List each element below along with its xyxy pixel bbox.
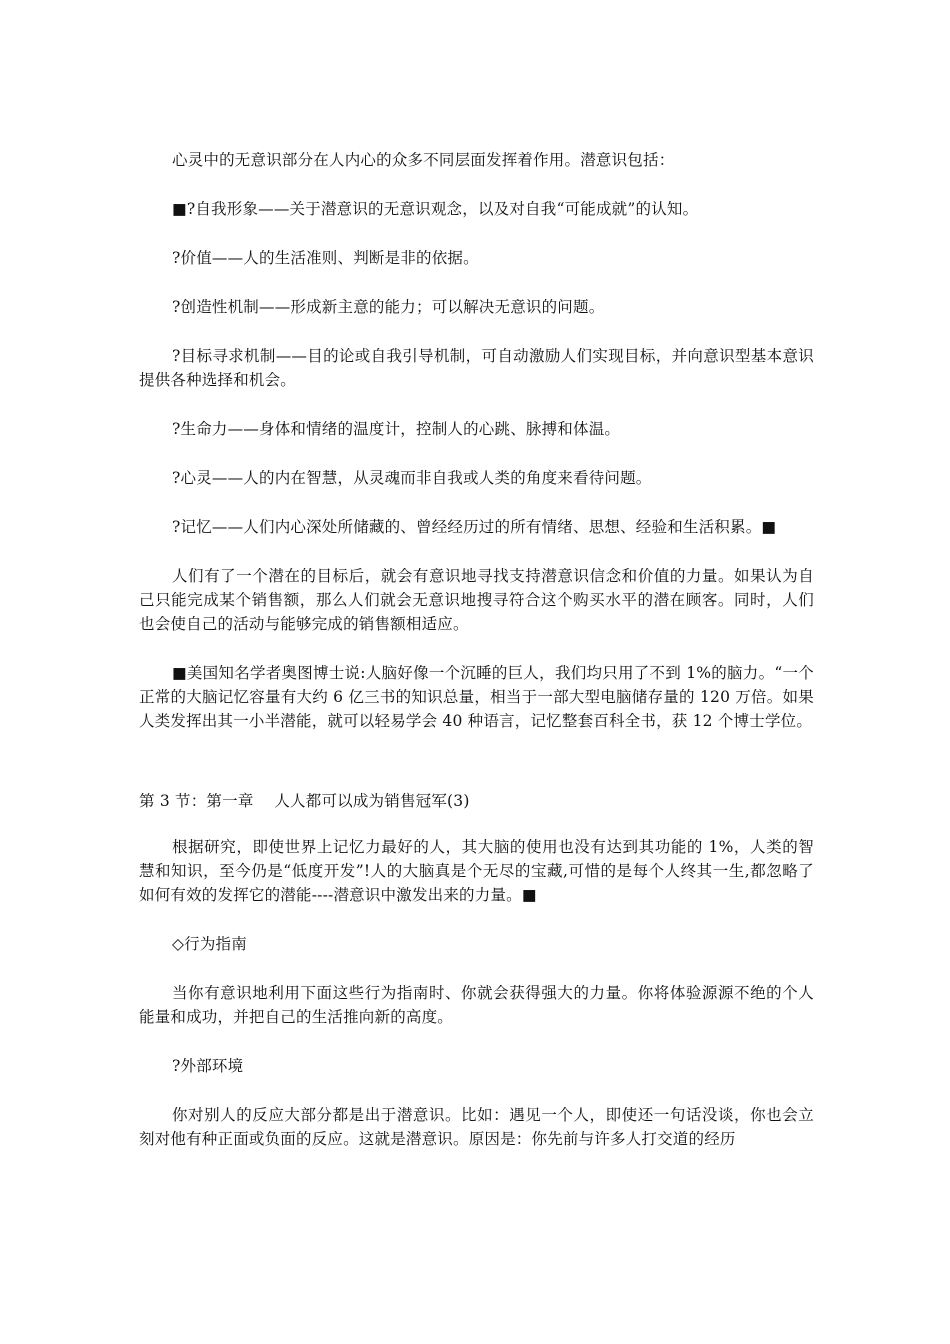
paragraph-reactions: 你对别人的反应大部分都是出于潜意识。比如：遇见一个人，即使还一句话没谈，你也会立刻对他有种正面或负面的反应。这就是潜意识。原因是：你先前与许多人打交道的经历 [139,1106,814,1148]
list-item-soul: ?心灵——人的内在智慧，从灵魂而非自我或人类的角度来看待问题。 [172,469,652,487]
subheading-behavior-guide: ◇行为指南 [172,935,247,953]
list-item-self-image: ■?自我形象——关于潜意识的无意识观念，以及对自我“可能成就”的认知。 [172,200,699,218]
list-item-goal-seeking: ?目标寻求机制——目的论或自我引导机制，可自动激励人们实现目标，并向意识型基本意识提供各种选择和机会。 [139,347,814,389]
list-item-values: ?价值——人的生活准则、判断是非的依据。 [172,249,479,267]
paragraph-brain-quote: ■美国知名学者奥图博士说:人脑好像一个沉睡的巨人，我们均只用了不到 1%的脑力。“一个正常的大脑记忆容量有大约 6 亿三书的知识总量，相当于一部大型电脑储存量的 120 万倍。如果人类发挥出其一小半潜能，就可以轻易学会 40 种语言，记忆整套百科全书，获 12 个博士学位。 [139,664,814,730]
paragraph-research: 根据研究，即使世界上记忆力最好的人，其大脑的使用也没有达到其功能的 1%，人类的智慧和知识，至今仍是“低度开发”!人的大脑真是个无尽的宝藏,可惜的是每个人终其一生,都忽略了如何有效的发挥它的潜能----潜意识中激发出来的力量。■ [139,838,814,904]
section-heading: 第 3 节：第一章 人人都可以成为销售冠军(3) [139,792,470,810]
list-item-life-force: ?生命力——身体和情绪的温度计，控制人的心跳、脉搏和体温。 [172,420,621,438]
subheading-external-environment: ?外部环境 [172,1057,244,1075]
list-item-creative-mechanism: ?创造性机制——形成新主意的能力；可以解决无意识的问题。 [172,298,605,316]
document-body [139,148,814,1151]
list-item-memory: ?记忆——人们内心深处所储藏的、曾经经历过的所有情绪、思想、经验和生活积累。■ [172,518,777,536]
paragraph-potential-goal: 人们有了一个潜在的目标后，就会有意识地寻找支持潜意识信念和价值的力量。如果认为自己只能完成某个销售额，那么人们就会无意识地搜寻符合这个购买水平的潜在顾客。同时，人们也会使自己的活动与能够完成的销售额相适应。 [139,567,814,633]
paragraph-subconscious-intro: 心灵中的无意识部分在人内心的众多不同层面发挥着作用。潜意识包括： [172,151,675,169]
paragraph-guide-intro: 当你有意识地利用下面这些行为指南时、你就会获得强大的力量。你将体验源源不绝的个人能量和成功，并把自己的生活推向新的高度。 [139,984,814,1026]
